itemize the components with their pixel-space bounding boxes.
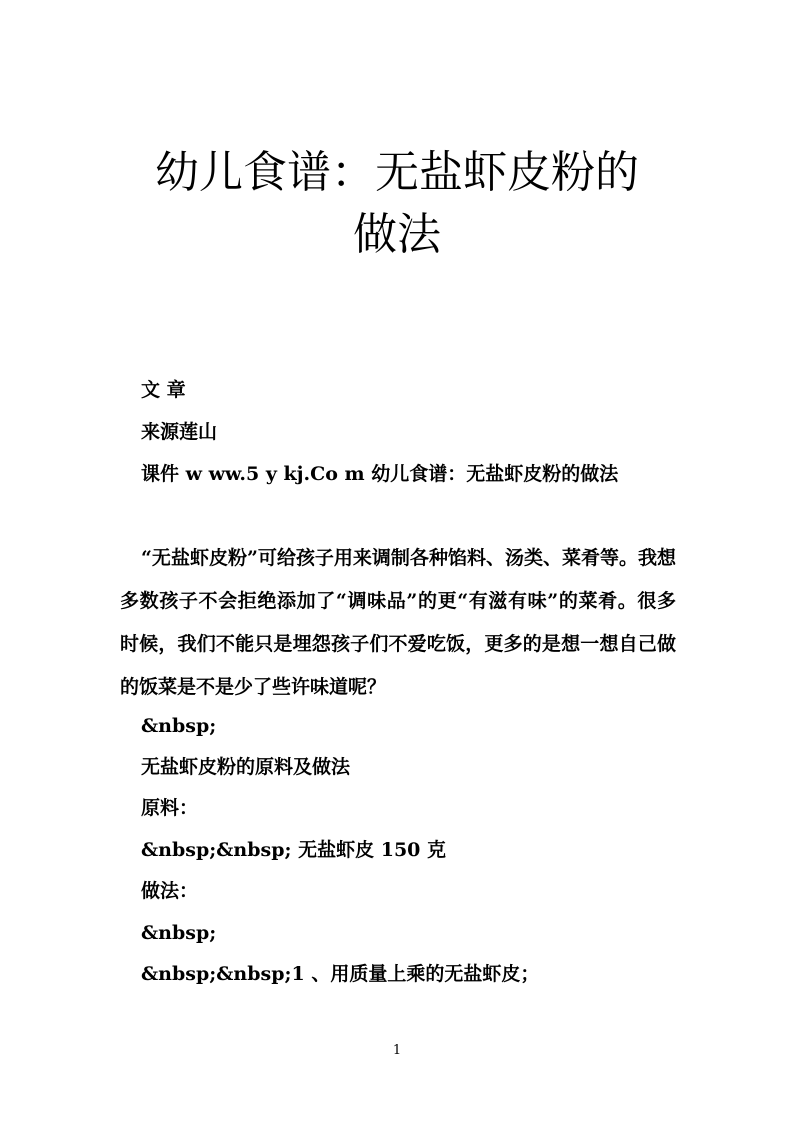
document-title (100, 142, 694, 266)
meta-line-3: 课件 w ww.5 y kj.Co m 幼儿食谱：无盐虾皮粉的做法 (141, 463, 619, 485)
section-heading: 无盐虾皮粉的原料及做法 (141, 756, 351, 778)
ingredient-item: &nbsp;&nbsp; 无盐虾皮 150 克 (141, 839, 447, 861)
ingredients-label: 原料： (141, 797, 199, 819)
method-label: 做法： (141, 880, 199, 902)
meta-line-1: 文 章 (141, 379, 186, 401)
page-number: 1 (392, 1043, 402, 1058)
meta-line-2: 来源莲山 (141, 421, 218, 443)
blank-line-1: &nbsp; (141, 715, 217, 737)
title-line-2: 做法 (353, 209, 441, 260)
intro-paragraph: “无盐虾皮粉”可给孩子用来调制各种馅料、汤类、菜肴等。我想多数孩子不会拒绝添加了“调味品”的更“有滋有味”的菜肴。很多时候，我们不能只是埋怨孩子们不爱吃饭，更多的是想一想自己做的饭菜是不是少了些许味道呢？ (120, 547, 676, 698)
blank-line-2: &nbsp; (141, 922, 217, 944)
title-line-1: 幼儿食谱：无盐虾皮粉的 (155, 147, 639, 198)
step-1: &nbsp;&nbsp;1 、用质量上乘的无盐虾皮； (141, 963, 540, 985)
